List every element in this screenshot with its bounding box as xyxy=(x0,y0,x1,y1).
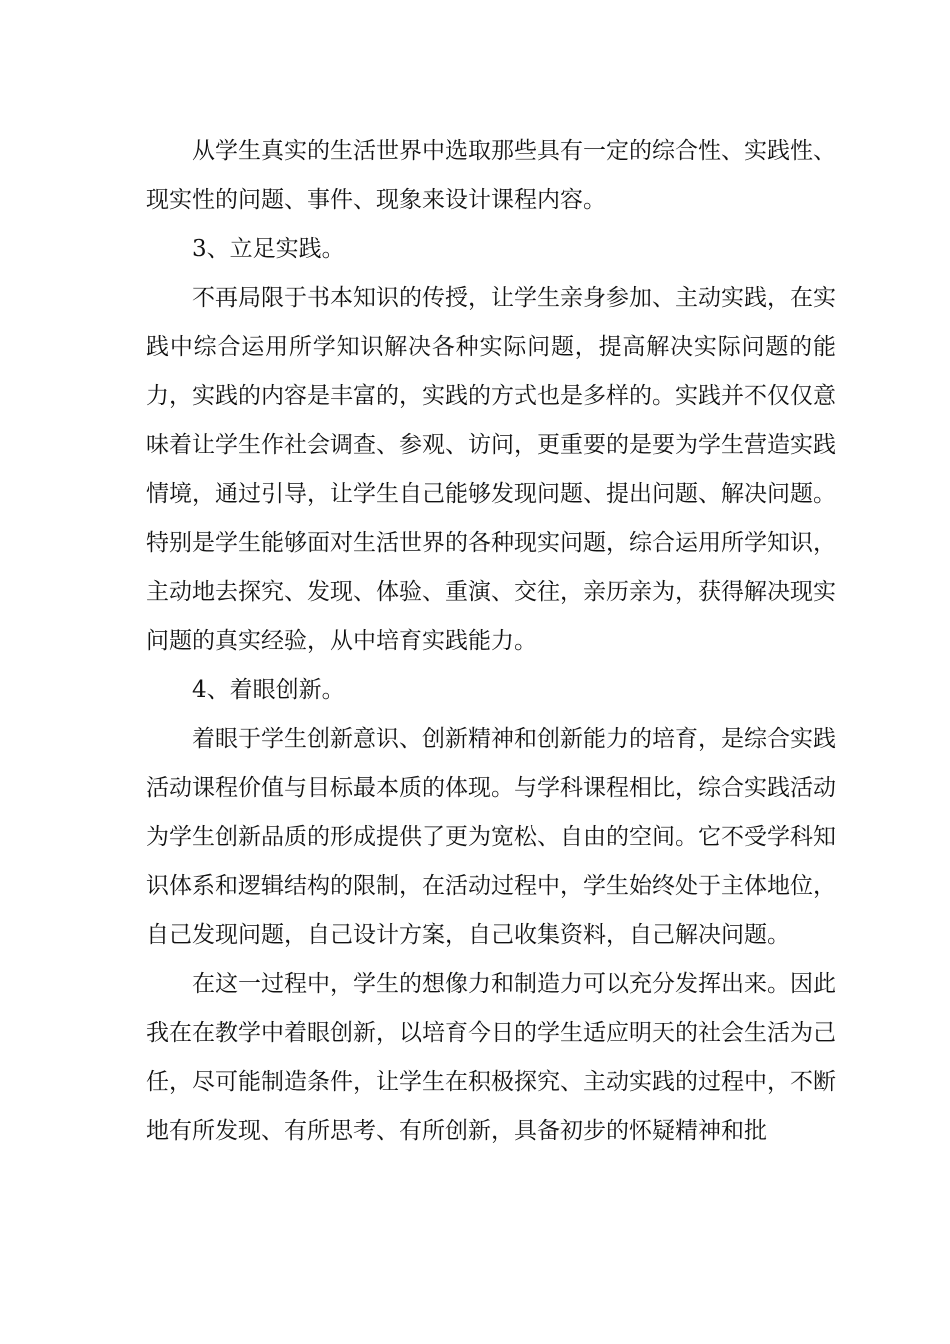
paragraph: 不再局限于书本知识的传授，让学生亲身参加、主动实践，在实践中综合运用所学知识解决各种实际问题，提高解决实际问题的能力，实践的内容是丰富的，实践的方式也是多样的。实践并不仅仅意味着让学生作社会调查、参观、访问，更重要的是要为学生营造实践情境，通过引导，让学生自己能够发现问题、提出问题、解决问题。特别是学生能够面对生活世界的各种现实问题，综合运用所学知识，主动地去探究、发现、体验、重演、交往，亲历亲为，获得解决现实问题的真实经验，从中培育实践能力。 xyxy=(146,285,836,654)
document-body xyxy=(146,127,836,1156)
paragraph: 从学生真实的生活世界中选取那些具有一定的综合性、实践性、现实性的问题、事件、现象来设计课程内容。 xyxy=(146,138,836,213)
paragraph: 着眼于学生创新意识、创新精神和创新能力的培育，是综合实践活动课程价值与目标最本质的体现。与学科课程相比，综合实践活动为学生创新品质的形成提供了更为宽松、自由的空间。它不受学科知识体系和逻辑结构的限制，在活动过程中，学生始终处于主体地位，自己发现问题，自己设计方案，自己收集资料，自己解决问题。 xyxy=(146,726,836,948)
section-heading: 4、着眼创新。 xyxy=(192,677,345,703)
paragraph: 在这一过程中，学生的想像力和制造力可以充分发挥出来。因此我在在教学中着眼创新，以培育今日的学生适应明天的社会生活为己任，尽可能制造条件，让学生在积极探究、主动实践的过程中，不断地有所发现、有所思考、有所创新，具备初步的怀疑精神和批 xyxy=(146,971,836,1144)
section-heading: 3、立足实践。 xyxy=(192,236,345,262)
